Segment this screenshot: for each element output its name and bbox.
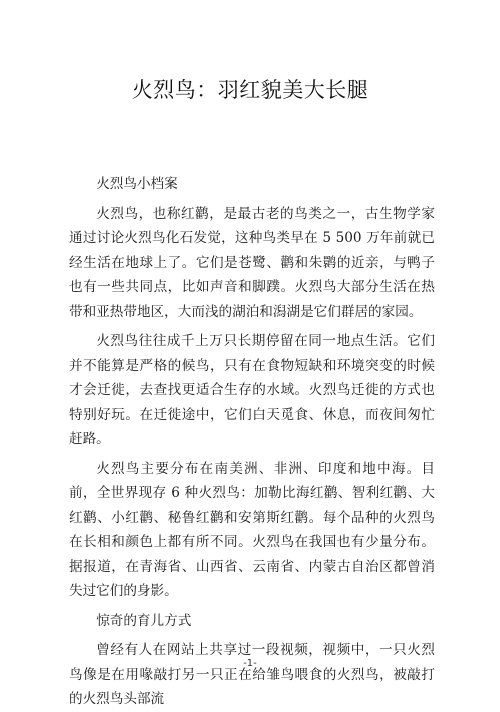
body-paragraph: 火烈鸟主要分布在南美洲、非洲、印度和地中海。目前，全世界现存 6 种火烈鸟：加勒比海红鹳、智利红鹳、大红鹳、小红鹳、秘鲁红鹳和安第斯红鹳。每个品种的火烈鸟在长相和颜色上都有所不同。火烈鸟在我国也有少量分布。据报道，在青海省、山西省、云南省、内蒙古自治区都曾消失过它们的身影。 — [69, 460, 435, 599]
document-title: 火烈鸟：羽红貌美大长腿 — [131, 78, 369, 102]
section-heading: 惊奇的育儿方式 — [96, 612, 192, 629]
section-heading: 火烈鸟小档案 — [96, 176, 178, 192]
document-body — [69, 172, 435, 712]
page-number: -1- — [243, 658, 257, 669]
body-paragraph: 火烈鸟，也称红鹳，是最古老的鸟类之一，古生物学家通过讨论火烈鸟化石发觉，这种鸟类早在 5 500 万年前就已经生活在地球上了。它们是苍鹭、鹳和朱鹮的近亲，与鸭子也有一些共同点，比如声音和脚蹼。火烈鸟大部分生活在热带和亚热带地区，大而浅的湖泊和潟湖是它们群居的家园。 — [69, 205, 435, 320]
body-paragraph: 曾经有人在网站上共享过一段视频，视频中，一只火烈鸟像是在用喙敲打另一只正在给雏鸟喂食的火烈鸟，被敲打的火烈鸟头部流 — [69, 642, 435, 707]
body-paragraph: 火烈鸟往往成千上万只长期停留在同一地点生活。它们并不能算是严格的候鸟，只有在食物短缺和环境突变的时候才会迁徙，去查找更适合生存的水域。火烈鸟迁徙的方式也特别好玩。在迁徙途中，它们白天觅食、休息，而夜间匆忙赶路。 — [69, 333, 435, 447]
